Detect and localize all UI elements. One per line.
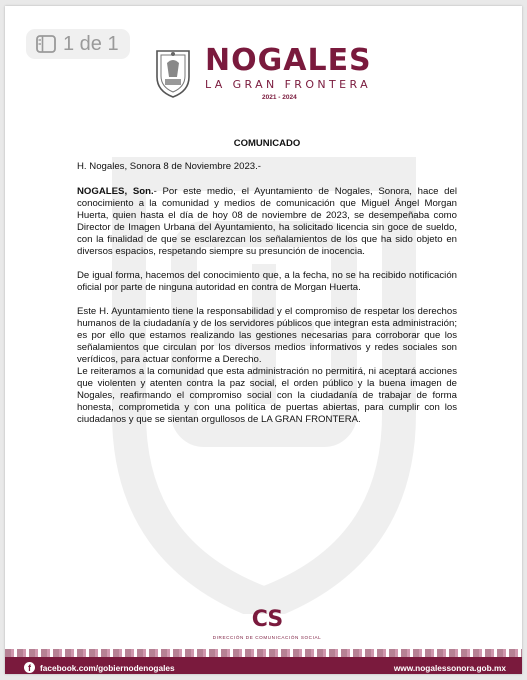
paragraph-1 — [77, 186, 457, 258]
document-body — [77, 138, 457, 438]
paragraph-1-text: - Por este medio, el Ayuntamiento de Nogales, Sonora, hace del conocimiento a la comunidad y medios de comunicación que Miguel Ángel Morgan Huerta, quien hasta el día de hoy 08 de noviembre de 2023, se desempeñaba como Director de Imagen Urbana del Ayuntamiento, ha solicitado licencia sin goce de sueldo, con la finalidad de que se esclarezcan los señalamientos de los que ha sido objeto en diversos espacios, respetando siempre su presunción de inocencia. — [77, 186, 457, 257]
coat-of-arms-icon — [153, 47, 193, 99]
footer-website: www.nogalessonora.gob.mx — [393, 663, 506, 673]
paragraph-3: Este H. Ayuntamiento tiene la responsabilidad y el compromiso de respetar los derechos humanos de la ciudadanía y de los servidores públicos que integran esta administración; es por ello que estamos realizando las gestiones necesarias para corroborar que los señalamientos que circulan por los diversos medios informativos y redes sociales son verídicos, para actuar conforme a Derecho. — [77, 306, 457, 365]
footer-bar — [5, 657, 522, 674]
paragraph-2: De igual forma, hacemos del conocimiento que, a la fecha, no se ha recibido notificación oficial por parte de ninguna autoridad en contra de Morgan Huerta. — [77, 270, 457, 293]
cs-logo: CS — [251, 607, 283, 632]
footer-facebook — [24, 662, 175, 673]
document-page — [5, 6, 522, 674]
paragraph-4: Le reiteramos a la comunidad que esta administración no permitirá, ni aceptará acciones que violenten y atenten contra la paz social, el orden público y la buena imagen de Nogales, reafirmando el compromiso social con la ciudadanía de trabajar de forma honesta, comprometida y con una política de puertas abiertas, para cumplir con los ciudadanos y que se sientan orgullosos de LA GRAN FRONTERA. — [77, 366, 457, 425]
brand-years: 2021 - 2024 — [262, 94, 297, 101]
place-date: H. Nogales, Sonora 8 de Noviembre 2023.- — [77, 161, 261, 172]
page-indicator[interactable] — [26, 29, 130, 59]
lead-bold: NOGALES, Son. — [77, 186, 154, 197]
page-list-icon — [36, 35, 56, 53]
facebook-icon: f — [24, 662, 35, 673]
brand-logo — [205, 44, 380, 104]
brand-subtitle: LA GRAN FRONTERA — [205, 78, 372, 91]
brand-name: NOGALES — [205, 43, 372, 78]
cs-caption: DIRECCIÓN DE COMUNICACIÓN SOCIAL — [212, 635, 322, 640]
document-title: COMUNICADO — [233, 138, 301, 149]
page-indicator-label: 1 de 1 — [63, 32, 119, 55]
facebook-url: facebook.com/gobiernodenogales — [40, 662, 175, 673]
signature-block — [200, 609, 334, 640]
footer-pattern — [5, 649, 522, 657]
